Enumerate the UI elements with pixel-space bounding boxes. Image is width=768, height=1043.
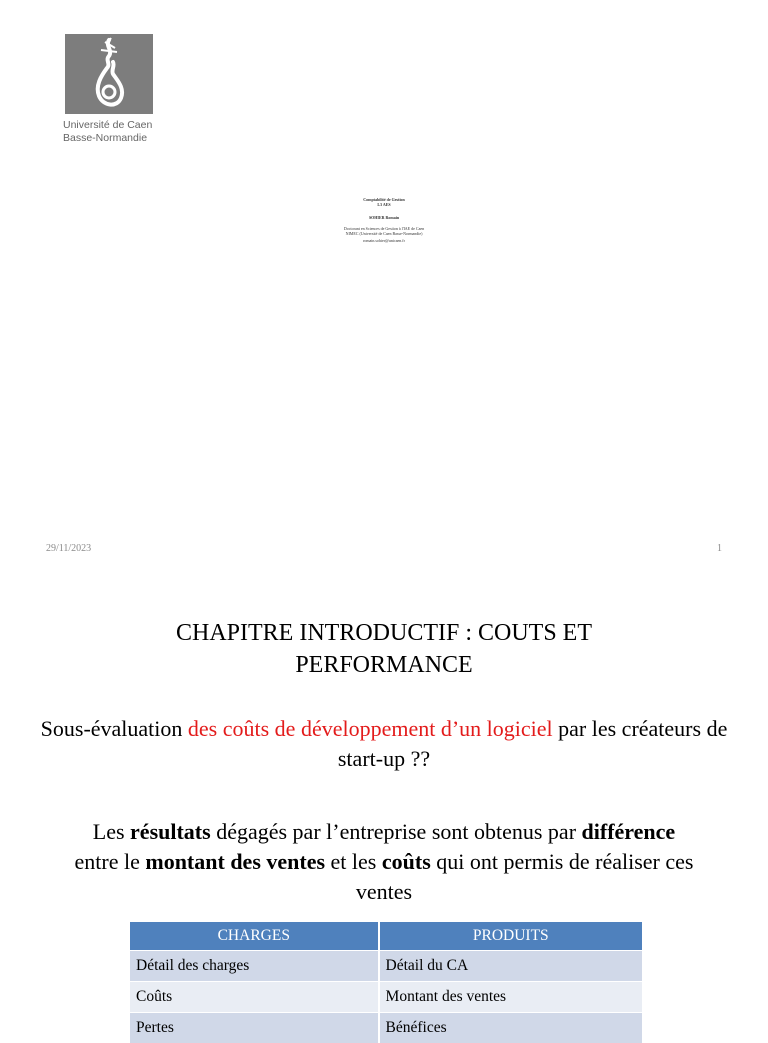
subtitle-pre: Sous-évaluation (41, 716, 188, 741)
table-cell: Bénéfices (379, 1013, 642, 1043)
cover-affiliation (334, 226, 434, 236)
university-name (63, 119, 152, 145)
para-text-1: Les (93, 819, 130, 844)
table-row (130, 982, 642, 1013)
para-text-2: dégagés par l’entreprise sont obtenus par (211, 819, 582, 844)
para-bold-couts: coûts (382, 849, 431, 874)
title-line-1: CHAPITRE INTRODUCTIF : COUTS ET (0, 617, 768, 649)
para-bold-montant: montant des ventes (145, 849, 325, 874)
para-text-5: qui ont permis de réaliser ces ventes (356, 849, 694, 904)
course-line-1: Comptabilité de Gestion (363, 197, 405, 202)
slide-date: 29/11/2023 (46, 543, 91, 554)
table-header-row (130, 922, 642, 951)
para-text-3: entre le (75, 849, 146, 874)
course-line-2: L3 AES (377, 202, 390, 207)
header-charges: CHARGES (130, 922, 379, 951)
header-produits: PRODUITS (379, 922, 642, 951)
subtitle-post: par les créateurs de start-up ?? (338, 716, 727, 771)
cover-course-title (334, 197, 434, 207)
slide-subtitle (30, 714, 738, 774)
email-text: romain.sohier@unicaen.fr (363, 238, 405, 243)
subtitle-highlight: des coûts de développement d’un logiciel (188, 716, 553, 741)
para-text-4: et les (325, 849, 382, 874)
table-cell: Détail du CA (379, 951, 642, 982)
cover-email (334, 238, 434, 243)
table-cell: Détail des charges (130, 951, 379, 982)
table-row (130, 1013, 642, 1043)
affiliation-line-2: NIMEC (Université de Caen Basse-Normandie) (346, 231, 423, 236)
logo-line-1: Université de Caen (63, 119, 152, 132)
author-name: SOHIER Romain (369, 215, 399, 220)
para-bold-difference: différence (582, 819, 676, 844)
logo-line-2: Basse-Normandie (63, 132, 152, 145)
charges-produits-table (130, 922, 642, 1043)
title-line-2: PERFORMANCE (0, 649, 768, 681)
slide-number: 1 (717, 543, 722, 554)
table-row (130, 951, 642, 982)
table-cell: Montant des ventes (379, 982, 642, 1013)
slide-title (0, 617, 768, 681)
chapter-slide (0, 566, 768, 1024)
university-logo-icon (65, 34, 153, 114)
para-bold-resultats: résultats (130, 819, 211, 844)
table-cell: Pertes (130, 1013, 379, 1043)
table-cell: Coûts (130, 982, 379, 1013)
results-paragraph (70, 817, 698, 907)
cover-author (334, 215, 434, 220)
affiliation-line-1: Doctorant en Sciences de Gestion à l'IAE de Caen (344, 226, 424, 231)
